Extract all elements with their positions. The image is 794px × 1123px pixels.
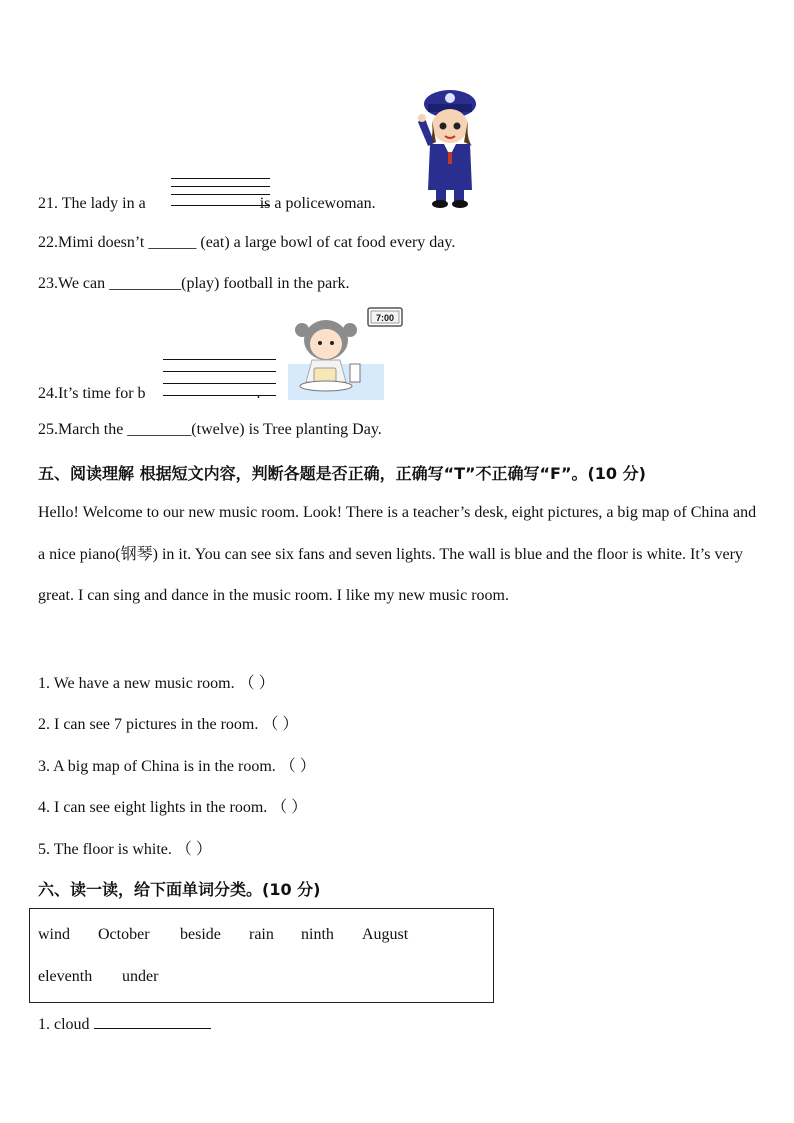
word-bank-box: [29, 908, 494, 1003]
word-item: ninth: [301, 926, 334, 943]
answer-paren[interactable]: （ ）: [262, 716, 299, 733]
word-item: rain: [249, 926, 274, 943]
judge-item-text: 1. We have a new music room.: [38, 675, 235, 692]
judge-item-3: [38, 753, 316, 776]
answer-paren[interactable]: （ ）: [175, 841, 212, 858]
clock-time: 7:00: [375, 313, 395, 323]
question-21: [38, 195, 376, 213]
judge-item-1: [38, 670, 275, 693]
word-item: under: [122, 968, 159, 985]
girl-breakfast-image: [288, 306, 406, 400]
answer-paren[interactable]: （ ）: [271, 799, 308, 816]
word-item: August: [362, 926, 409, 943]
q24-pre: 24.It’s time for b: [38, 385, 146, 402]
classify-item-1: [38, 1014, 211, 1034]
word-item: eleventh: [38, 968, 93, 985]
word-item: beside: [180, 926, 221, 943]
judge-item-text: 2. I can see 7 pictures in the room.: [38, 716, 259, 733]
judge-item-text: 3. A big map of China is in the room.: [38, 758, 276, 775]
answer-paren[interactable]: （ ）: [279, 758, 316, 775]
q21-pre: 21. The lady in a: [38, 195, 146, 212]
word-item: October: [98, 926, 150, 943]
policewoman-image: [414, 82, 494, 210]
judge-item-text: 5. The floor is white.: [38, 841, 172, 858]
question-22: 22.Mimi doesn’t ______ (eat) a large bowl of cat food every day.: [38, 234, 456, 251]
question-25: 25.March the ________(twelve) is Tree planting Day.: [38, 421, 382, 438]
q24-post: .: [256, 385, 261, 402]
section-5-title: 五、阅读理解 根据短文内容，判断各题是否正确，正确写“T”不正确写“F”。(10 分): [38, 464, 646, 483]
classify-answer-blank[interactable]: [94, 1014, 211, 1029]
question-23: 23.We can _________(play) football in the park.: [38, 275, 350, 292]
q21-post: is a policewoman.: [259, 195, 376, 212]
answer-paren[interactable]: （ ）: [238, 675, 275, 692]
section-6-title: 六、读一读，给下面单词分类。(10 分): [38, 880, 321, 899]
judge-item-text: 4. I can see eight lights in the room.: [38, 799, 268, 816]
classify-label: 1. cloud: [38, 1016, 90, 1033]
reading-passage: Hello! Welcome to our new music room. Look! There is a teacher’s desk, eight pictures, a big map of China and a nice piano(钢琴) in it. You can see six fans and seven lights. The wall is blue and the floor is white. It’s very great. I can sing and dance in the music room. I like my new music room.: [38, 504, 757, 604]
question-24: [38, 385, 261, 403]
judge-item-5: [38, 836, 212, 859]
judge-item-2: [38, 711, 298, 734]
word-item: wind: [38, 926, 70, 943]
judge-item-4: [38, 794, 307, 817]
